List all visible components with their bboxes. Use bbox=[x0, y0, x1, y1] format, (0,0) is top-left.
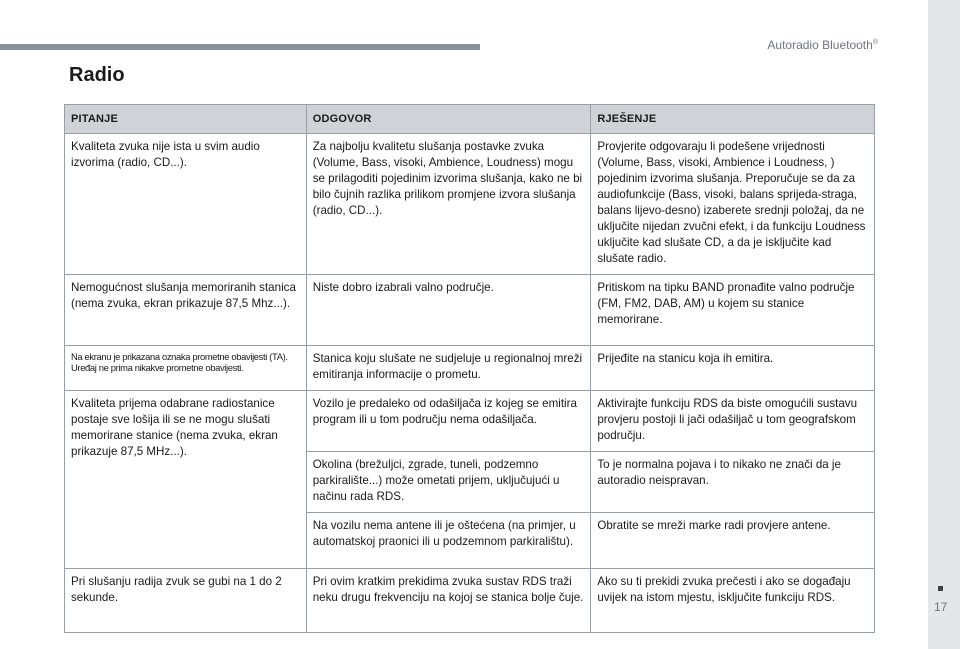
page-number: 17 bbox=[934, 600, 948, 614]
answer-cell: Stanica koju slušate ne sudjeluje u regionalnoj mreži emitiranja informacije o prometu. bbox=[306, 346, 591, 391]
header-bar bbox=[0, 44, 480, 50]
troubleshooting-table bbox=[64, 104, 875, 633]
question-text: Na ekranu je prikazana oznaka prometne obavijesti (TA). Uređaj ne prima nikakve prometne obavijesti. bbox=[71, 351, 288, 373]
solution-cell: Aktivirajte funkciju RDS da biste omogućili sustavu provjeru postoji li jači odašiljač u tom geografskom području. bbox=[591, 391, 875, 452]
table-row bbox=[65, 134, 875, 275]
question-cell: Kvaliteta zvuka nije ista u svim audio izvorima (radio, CD...). bbox=[65, 134, 307, 275]
answer-cell: Okolina (brežuljci, zgrade, tuneli, podzemno parkiralište...) može ometati prijem, uključujući u načinu rada RDS. bbox=[306, 452, 591, 513]
solution-cell: Obratite se mreži marke radi provjere antene. bbox=[591, 513, 875, 569]
table-row bbox=[65, 346, 875, 391]
header-answer: ODGOVOR bbox=[306, 105, 591, 134]
page-title: Radio bbox=[69, 64, 125, 86]
question-cell: Pri slušanju radija zvuk se gubi na 1 do 2 sekunde. bbox=[65, 569, 307, 633]
question-cell: Kvaliteta prijema odabrane radiostanice postaje sve lošija ili se ne mogu slušati memorirane stanice (nema zvuka, ekran prikazuje 87,5 MHz...). bbox=[65, 391, 307, 569]
section-header bbox=[767, 38, 878, 52]
answer-cell: Na vozilu nema antene ili je oštećena (na primjer, u automatskoj praonici ili u podzemnom parkiralištu). bbox=[306, 513, 591, 569]
page-marker bbox=[938, 586, 943, 591]
header-question: PITANJE bbox=[65, 105, 307, 134]
registered-mark: ® bbox=[872, 39, 878, 46]
answer-cell: Vozilo je predaleko od odašiljača iz kojeg se emitira program ili u tom području nema odašiljača. bbox=[306, 391, 591, 452]
header-solution: RJEŠENJE bbox=[591, 105, 875, 134]
solution-cell: To je normalna pojava i to nikako ne znači da je autoradio neispravan. bbox=[591, 452, 875, 513]
solution-cell: Pritiskom na tipku BAND pronađite valno područje (FM, FM2, DAB, AM) u kojem su stanice memorirane. bbox=[591, 275, 875, 346]
answer-cell: Pri ovim kratkim prekidima zvuka sustav RDS traži neku drugu frekvenciju na kojoj se stanica bolje čuje. bbox=[306, 569, 591, 633]
table-header-row bbox=[65, 105, 875, 134]
table-row bbox=[65, 391, 875, 452]
section-title: Autoradio Bluetooth bbox=[767, 38, 873, 52]
solution-cell: Ako su ti prekidi zvuka prečesti i ako se događaju uvijek na istom mjestu, isključite funkciju RDS. bbox=[591, 569, 875, 633]
solution-cell: Prijeđite na stanicu koja ih emitira. bbox=[591, 346, 875, 391]
answer-cell: Za najbolju kvalitetu slušanja postavke zvuka (Volume, Bass, visoki, Ambience, Loudness) mogu se prilagoditi pojedinim izvorima slušanja, kako ne bi bilo čujnih razlika prilikom promjene izvora slušanja (radio, CD...). bbox=[306, 134, 591, 275]
page-side-strip bbox=[928, 0, 960, 649]
question-cell: Nemogućnost slušanja memoriranih stanica (nema zvuka, ekran prikazuje 87,5 Mhz...). bbox=[65, 275, 307, 346]
answer-cell: Niste dobro izabrali valno područje. bbox=[306, 275, 591, 346]
table-row bbox=[65, 569, 875, 633]
table-row bbox=[65, 275, 875, 346]
solution-cell: Provjerite odgovaraju li podešene vrijednosti (Volume, Bass, visoki, Ambience i Loudness, ) pojedinim izvorima slušanja. Preporučuje se da za audiofunkcije (Bass, visoki, balans sprijeda-straga, balans lijevo-desno) izaberete srednji položaj, da ne uključite nijedan zvučni efekt, i da funkciju Loudness uključite kad slušate CD, a da je isključite kad slušate radio. bbox=[591, 134, 875, 275]
question-cell bbox=[65, 346, 307, 391]
